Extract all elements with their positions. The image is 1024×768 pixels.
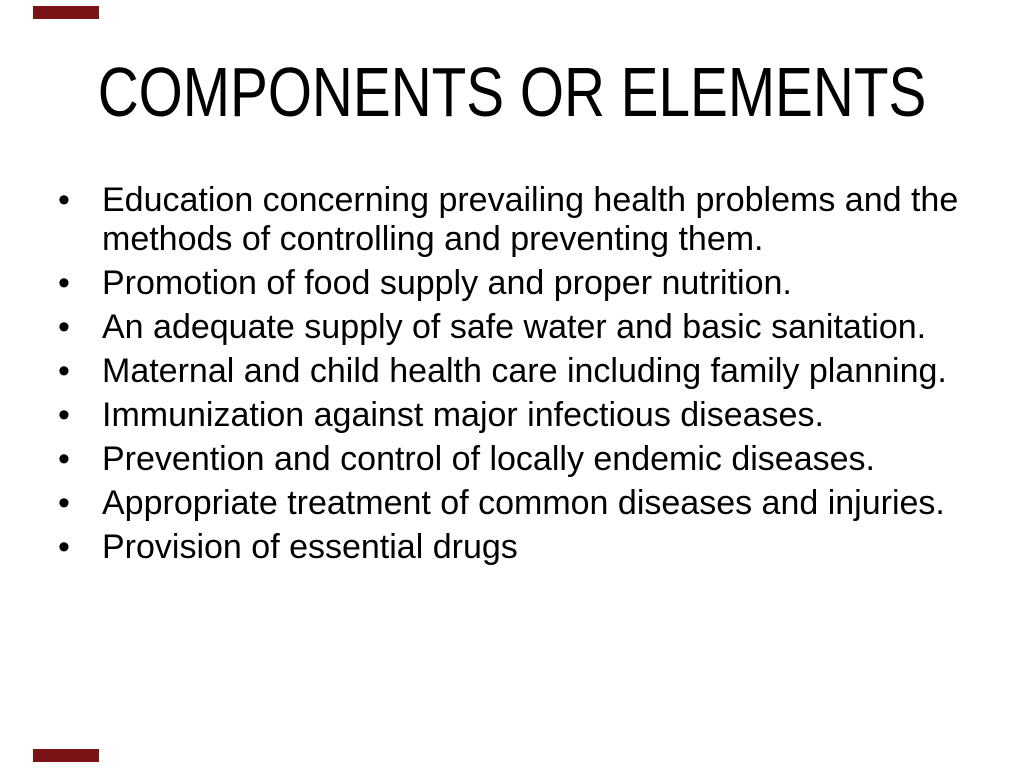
bullet-item xyxy=(55,440,984,479)
bullet-text: Promotion of food supply and proper nutrition. xyxy=(102,264,792,302)
bullet-item xyxy=(55,396,984,435)
bullet-item xyxy=(55,352,984,391)
bullet-marker-icon: • xyxy=(58,484,70,522)
bullet-marker-icon: • xyxy=(58,264,70,302)
bullet-marker-icon: • xyxy=(58,396,70,434)
bullet-text: An adequate supply of safe water and basic sanitation. xyxy=(102,308,927,346)
bullet-item xyxy=(55,308,984,347)
bullet-marker-icon: • xyxy=(58,440,70,478)
bullet-text: Appropriate treatment of common diseases and injuries. xyxy=(102,484,945,522)
bullet-item xyxy=(55,181,984,259)
bullet-marker-icon: • xyxy=(58,308,70,346)
accent-bar-bottom xyxy=(33,749,99,762)
bullet-text: Provision of essential drugs xyxy=(102,528,518,566)
bullet-list xyxy=(55,181,984,572)
bullet-item xyxy=(55,484,984,523)
bullet-item xyxy=(55,264,984,303)
bullet-item xyxy=(55,528,984,567)
bullet-text: Maternal and child health care including family planning. xyxy=(102,352,947,390)
bullet-text: Education concerning prevailing health problems and the methods of controlling and preventing them. xyxy=(102,181,959,258)
bullet-marker-icon: • xyxy=(58,528,70,566)
bullet-text: Prevention and control of locally endemic diseases. xyxy=(102,440,875,478)
bullet-marker-icon: • xyxy=(58,181,70,219)
accent-bar-top xyxy=(33,6,99,19)
slide-title: COMPONENTS OR ELEMENTS xyxy=(97,53,927,131)
bullet-marker-icon: • xyxy=(58,352,70,390)
bullet-text: Immunization against major infectious diseases. xyxy=(102,396,824,434)
